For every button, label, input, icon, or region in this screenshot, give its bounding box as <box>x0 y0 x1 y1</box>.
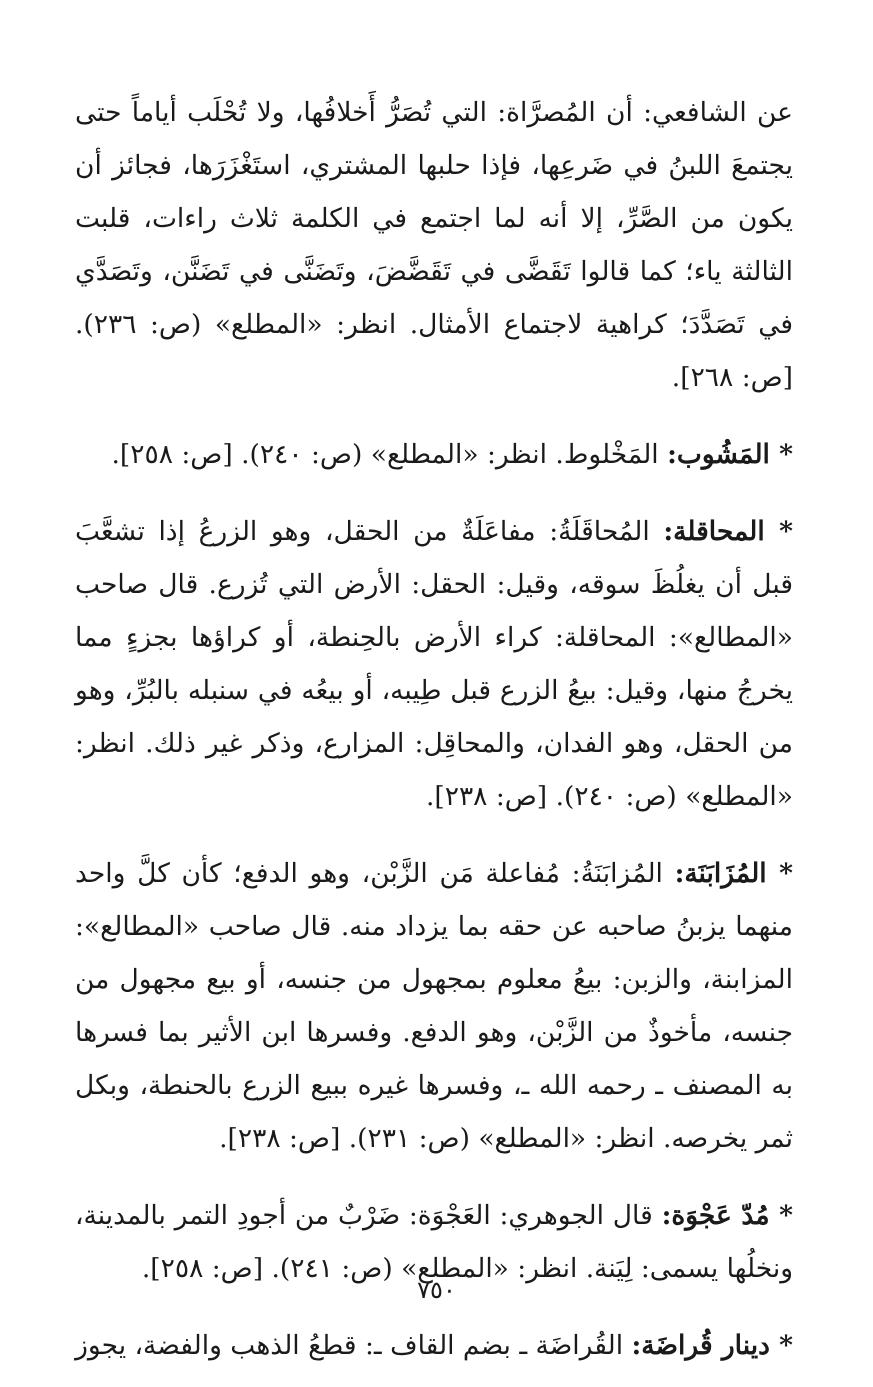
entry-term: * المحاقلة: <box>663 516 793 547</box>
entry-dinar-qurada <box>75 1319 793 1372</box>
paragraph-gap <box>75 823 793 847</box>
entry-muzabana <box>75 847 793 1165</box>
paragraph-musarrat <box>75 86 793 404</box>
entry-term: * المَشُوب: <box>667 439 793 470</box>
page-number: ٧٥٠ <box>417 1276 456 1304</box>
entry-definition: المُزابَنَةُ: مُفاعلة مَن الزَّبْن، وهو الدفع؛ كأن كلَّ واحد منهما يزبنُ صاحبه عن حقه بما يزداد منه. قال صاحب «المطالع»: المزابنة، والزبن: بيعُ معلوم بمجهول من جنسه، أو بيع مجهول من جنسه، مأخوذٌ من الزَّبْن، وهو الدفع. وفسرها ابن الأثير بما فسرها به المصنف ـ رحمه الله ـ، وفسرها غيره ببيع الزرع بالحنطة، وبكل ثمر يخرصه. انظر: «المطلع» (ص: ٢٣١). [ص: ٢٣٨]. <box>75 858 793 1154</box>
paragraph-gap <box>75 481 793 505</box>
entry-term: * مُدّ عَجْوَة: <box>661 1200 793 1231</box>
entry-term: * دينار قُراضَة: <box>631 1330 793 1361</box>
paragraph-gap <box>75 1165 793 1189</box>
paragraph-gap <box>75 404 793 428</box>
entry-term: * المُزَابَنَة: <box>674 858 793 889</box>
paragraph-text: عن الشافعي: أن المُصرَّاة: التي تُصَرُّ أَخلافُها، ولا تُحْلَب أياماً حتى يجتمعَ اللبنُ في ضَرعِها، فإذا حلبها المشتري، استَغْزَرَها، فجائز أن يكون من الصَّرِّ، إلا أنه لما اجتمع في الكلمة ثلاث راءات، قلبت الثالثة ياء؛ كما قالوا تَقَضَّى في تَقَضَّضَ، وتَضَنَّى في تَضَنَّن، وتَصَدَّي في تَصَدَّدَ؛ كراهية لاجتماع الأمثال. انظر: «المطلع» (ص: ٢٣٦). [ص: ٢٦٨]. <box>75 97 793 393</box>
entry-definition: المَخْلوط. انظر: «المطلع» (ص: ٢٤٠). [ص: ٢٥٨]. <box>111 439 668 470</box>
entry-definition: القُراضَة ـ بضم القاف ـ: قطعُ الذهب والفضة، يجوز <box>75 1330 632 1361</box>
entry-muhaqala <box>75 505 793 823</box>
entry-definition: المُحاقَلَةُ: مفاعَلَةٌ من الحقل، وهو الزرعُ إذا تشعَّبَ قبل أن يغلُظَ سوقه، وقيل: الحقل: الأرض التي تُزرع. قال صاحب «المطالع»: المحاقلة: كراء الأرض بالحِنطة، أو كراؤها بجزءٍ مما يخرجُ منها، وقيل: بيعُ الزرع قبل طِيبه، أو بيعُه في سنبله بالبُرِّ، وهو من الحقل، وهو الفدان، والمحاقِل: المزارع، وذكر غير ذلك. انظر: «المطلع» (ص: ٢٤٠). [ص: ٢٣٨]. <box>75 516 793 812</box>
entry-mashub <box>75 428 793 481</box>
page-content <box>75 86 793 1372</box>
entry-definition: قال الجوهري: العَجْوَة: ضَرْبٌ من أجودِ التمر بالمدينة، ونخلُها يسمى: لِيَنة. انظر: «المطلع» (ص: ٢٤١). [ص: ٢٥٨]. <box>75 1200 793 1284</box>
